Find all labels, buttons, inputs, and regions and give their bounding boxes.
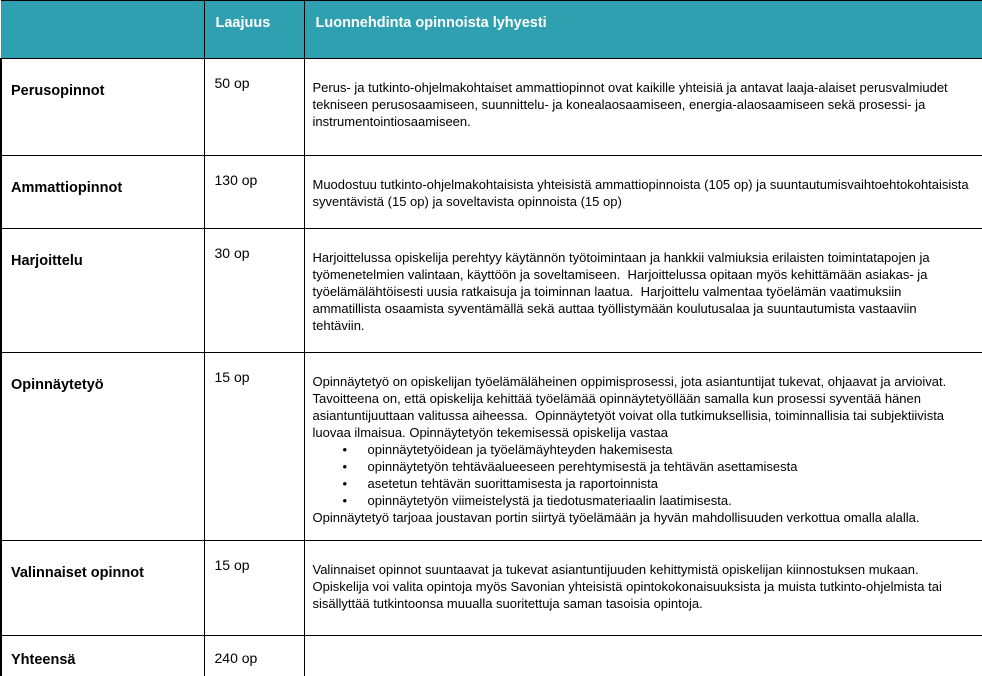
description-outro-text: Opinnäytetyö tarjoaa joustavan portin siirtyä työelämään ja hyvän mahdollisuuden verkottua omalla alalla. — [312, 510, 920, 525]
bullet-item: • opinnäytetyöidean ja työelämäyhteyden hakemisesta — [313, 441, 973, 458]
header-description: Luonnehdinta opinnoista lyhyesti — [304, 1, 982, 59]
description-cell — [304, 541, 982, 636]
description-cell — [304, 636, 982, 676]
description-cell — [304, 353, 982, 541]
header-row — [1, 1, 982, 59]
credits-cell: 15 op — [204, 541, 304, 636]
category-name-cell: Valinnaiset opinnot — [1, 541, 204, 636]
header-laajuus: Laajuus — [204, 1, 304, 59]
credits-cell: 50 op — [204, 59, 304, 156]
description-cell — [304, 156, 982, 229]
description-text: Valinnaiset opinnot suuntaavat ja tukevat asiantuntijuuden kehittymistä opiskelijan kiinnostuksen mukaan. Opiskelija voi valita opintoja myös Savonian yhteisistä opintokokonaisuuksista ja muista tutkinto-ohjelmista tai sisällyttää tutkintoonsa muualla suoritettuja saman tasoisia opintoja. — [312, 562, 946, 611]
credits-cell: 15 op — [204, 353, 304, 541]
credits-cell: 130 op — [204, 156, 304, 229]
table-row-harjoittelu — [1, 229, 982, 353]
table-row-perusopinnot — [1, 59, 982, 156]
description-cell — [304, 229, 982, 353]
table-row-yhteensa — [1, 636, 982, 676]
category-name-cell: Harjoittelu — [1, 229, 204, 353]
category-name-cell: Perusopinnot — [1, 59, 204, 156]
description-intro-text: Opinnäytetyö on opiskelijan työelämäläheinen oppimisprosessi, jota asiantuntijat tukevat, ohjaavat ja arvioivat. Tavoitteena on, että opiskelija kehittää työelämää opinnäytetyöllään samalla kun prosessi syventää hänen asiantuntijuuttaan valitussa aiheessa. Opinnäytetyöt voivat olla tutkimuksellisia, toiminnallisia tai subjektiivista luovaa ilmaisua. Opinnäytetyön tekemisessä opiskelija vastaa — [312, 374, 950, 440]
category-name-cell: Opinnäytetyö — [1, 353, 204, 541]
category-name-cell: Ammattiopinnot — [1, 156, 204, 229]
header-empty-cell — [1, 1, 204, 59]
credits-cell: 240 op — [204, 636, 304, 676]
description-text: Perus- ja tutkinto-ohjelmakohtaiset ammattiopinnot ovat kaikille yhteisiä ja antavat laaja-alaiset perusvalmiudet tekniseen perusosaamiseen, suunnittelu- ja konealaosaamiseen, energia-alaosaamiseen sekä prosessi- ja instrumentointiosaamiseen. — [312, 80, 952, 129]
description-text: Muodostuu tutkinto-ohjelmakohtaisista yhteisistä ammattiopinnoista (105 op) ja suuntautumisvaihtoehtokohtaisista syventävistä (15 op) ja soveltavista opinnoista (15 op) — [312, 177, 973, 209]
credits-cell: 30 op — [204, 229, 304, 353]
bullet-item: • opinnäytetyön tehtäväalueeseen perehtymisestä ja tehtävän asettamisesta — [313, 458, 973, 475]
description-text: Harjoittelussa opiskelija perehtyy käytännön työtoimintaan ja hankkii valmiuksia erilaisten toimintatapojen ja työmenetelmien valintaan, käyttöön ja soveltamiseen. Harjoittelussa opitaan myös kehittämään asiakas- ja työelämälähtöisesti uusia ratkaisuja ja toiminnan laatua. Harjoittelu valmentaa työelämän vaatimuksiin ammatillista osaamista syventämällä sekä auttaa työllistymään koulutusalaa ja suuntautumista vastaaviin tehtäviin. — [312, 250, 934, 333]
bullet-item: • asetetun tehtävän suorittamisesta ja raportoinnista — [313, 475, 973, 492]
bullet-item: • opinnäytetyön viimeistelystä ja tiedotusmateriaalin laatimisesta. — [313, 492, 973, 509]
table-row-valinnaiset-opinnot — [1, 541, 982, 636]
table-row-opinnaytetyo — [1, 353, 982, 541]
bullet-list — [313, 441, 973, 509]
description-cell — [304, 59, 982, 156]
table-row-ammattiopinnot — [1, 156, 982, 229]
category-name-cell: Yhteensä — [1, 636, 204, 676]
